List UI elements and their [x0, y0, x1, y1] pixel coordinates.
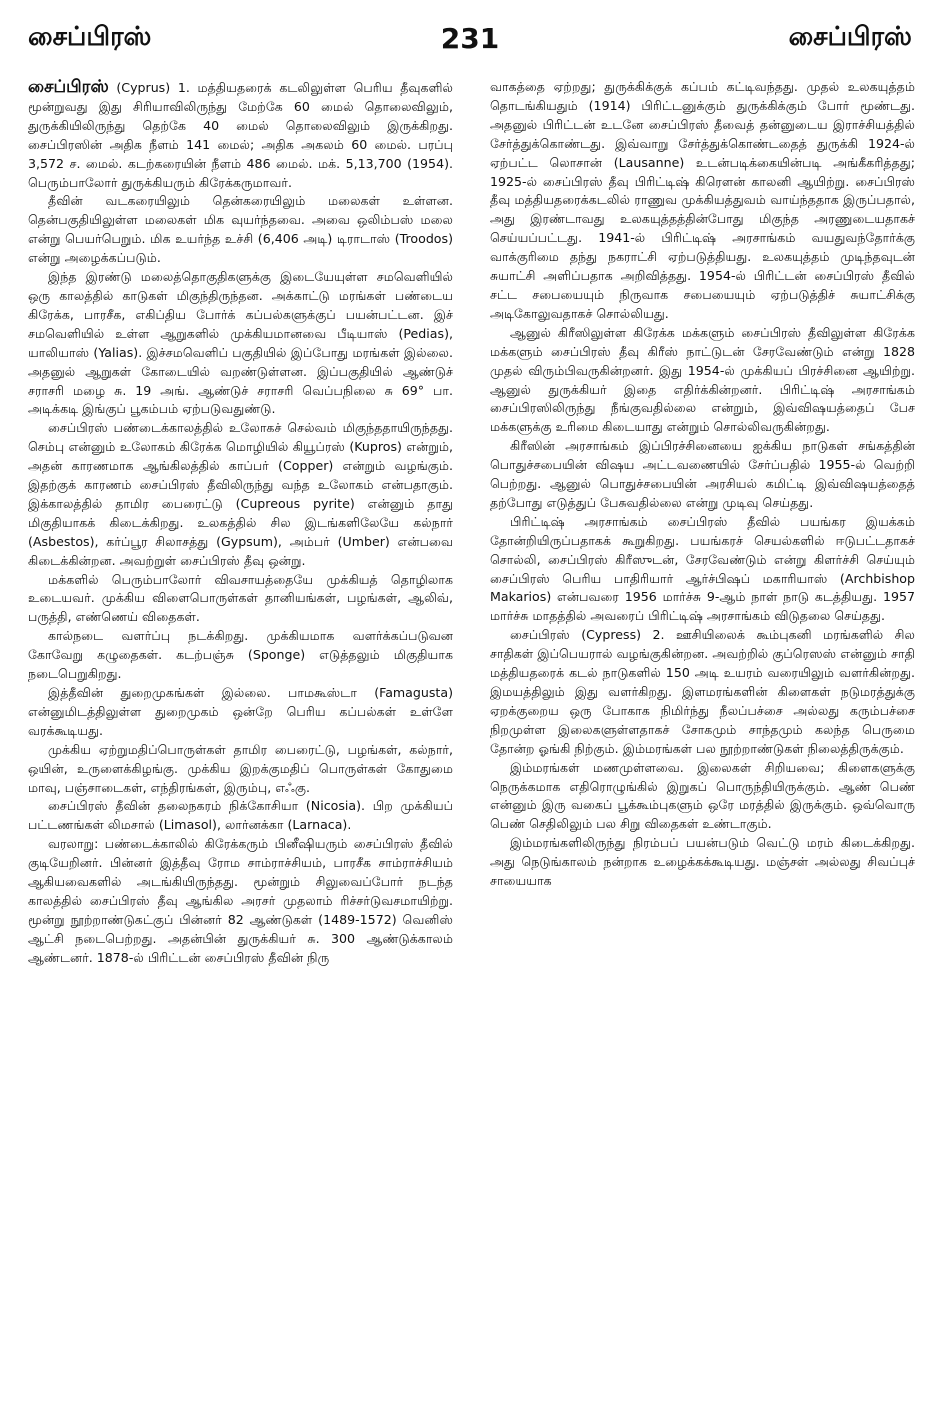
running-head-right: சைப்பிரஸ்	[788, 22, 912, 52]
paragraph: சைப்பிரஸ் தீவின் தலைநகரம் நிக்கோசியா (Nicosia). பிற முக்கியப் பட்டணங்கள் லிமசால் (Limasol), லார்னக்கா (Larnaca).	[28, 798, 453, 833]
paragraph: ஆனுல் கிரீஸிலுள்ள கிரேக்க மக்களும் சைப்பிரஸ் தீவிலுள்ள கிரேக்க மக்களும் சைப்பிரஸ் தீவு கிரீஸ் நாட்டுடன் சேரவேண்டும் என்று 1828 முதல் விரும்பிவருகின்றனர். இது 1954-ல் முக்கியப் பிரச்சினை ஆயிற்று. ஆனுல் துருக்கியர் இதை எதிர்க்கின்றனர். பிரிட்டிஷ் அரசாங்கம் சைப்பிரஸிலிருந்து நீங்குவதில்லை என்றும், இவ்விஷயத்தைப் பேச மக்களுக்கு உரிமை கிடையாது என்றும் சொல்லிவருகின்றது.	[490, 324, 915, 435]
paragraph: தீவின் வடகரையிலும் தென்கரையிலும் மலைகள் உள்ளன. தென்பகுதியிலுள்ள மலைகள் மிக வுயர்ந்தவை. அவை ஒலிம்பஸ் மலை என்று பெயர்பெறும். மிக உயர்ந்த உச்சி (6,406 அடி) டிராடாஸ் (Troodos) என்று அழைக்கப்படும்.	[28, 193, 453, 266]
left-column	[28, 78, 453, 968]
entry-headword: சைப்பிரஸ்	[28, 77, 109, 97]
paragraph: இம்மரங்கள் மணமுள்ளவை. இலைகள் சிறியவை; கிளைகளுக்கு நெருக்கமாக எதிரொழுங்கில் இறுகப் பொருந்தியிருக்கும். ஆண் பெண் என்னும் இரு வகைப் பூக்கூம்புகளும் ஒரே மரத்தில் இருக்கும். ஒவ்வொரு பெண் செதிலிலும் பல சிறு விதைகள் உண்டாகும்.	[490, 759, 915, 832]
paragraph: வரலாறு: பண்டைக்காலில் கிரேக்கரும் பினீஷியரும் சைப்பிரஸ் தீவில் குடியேறினர். பின்னர் இத்தீவு ரோம சாம்ராச்சியம், பாரசீக சாம்ராச்சியம் ஆகியவைகளில் அடங்கியிருந்தது. மூன்றும் சிலுவைப்போர் நடந்த காலத்தில் சைப்பிரஸ் தீவு ஆங்கில அரசர் முதலாம் ரிச்சர்டுவசமாயிற்று. மூன்று நூற்றாண்டுகட்குப் பின்னர் 82 ஆண்டுகள் (1489-1572) வெனிஸ் ஆட்சி நடைபெற்றது. அதன்பின் துருக்கியர் சு. 300 ஆண்டுக்காலம் ஆண்டனர். 1878-ல் பிரிட்டன் சைப்பிரஸ் தீவின் நிரு	[28, 836, 453, 965]
paragraph: முக்கிய ஏற்றுமதிப்பொருள்கள் தாமிர பைரைட்டு, பழங்கள், கல்நார், ஒயின், உருளைக்கிழங்கு. முக்கிய இறக்குமதிப் பொருள்கள் கோதுமை மாவு, பஞ்சாடைகள், எந்திரங்கள், இரும்பு, எஃகு.	[28, 741, 453, 795]
paragraph: சைப்பிரஸ் பண்டைக்காலத்தில் உலோகச் செல்வம் மிகுந்ததாயிருந்தது. செம்பு என்னும் உலோகம் கிரேக்க மொழியில் கியூப்ரஸ் (Kupros) என்றும், அதன் காரணமாக ஆங்கிலத்தில் காப்பர் (Copper) என்றும் வழங்கும். இதற்குக் காரணம் சைப்பிரஸ் தீவிலிருந்து வந்த உலோகம் என்பதாகும். இக்காலத்தில் தாமிர பைரைட்டு (Cupreous pyrite) என்னும் தாது மிகுதியாகக் கிடைக்கிறது. உலகத்தில் சில இடங்களிலேயே கல்நார் (Asbestos), கர்ப்பூர சிலாசத்து (Gypsum), அம்பர் (Umber) என்பவை கிடைக்கின்றன. அவற்றுள் சைப்பிரஸ் தீவு ஒன்று.	[28, 420, 453, 568]
page-number: 231	[440, 22, 500, 55]
page-header	[28, 22, 912, 70]
paragraph: இம்மரங்களிலிருந்து நிரம்பப் பயன்படும் வெட்டு மரம் கிடைக்கிறது. அது நெடுங்காலம் நன்றாக உழைக்கக்கூடியது. மஞ்சள் அல்லது சிவப்புச் சாயையாக	[490, 835, 915, 889]
paragraph: வாகத்தை ஏற்றது; துருக்கிக்குக் கப்பம் கட்டிவந்தது. முதல் உலகயுத்தம் தொடங்கியதும் (1914) பிரிட்டனுக்கும் துருக்கிக்கும் போர் மூண்டது. அதனுல் பிரிட்டன் உடனே சைப்பிரஸ் தீவைத் தன்னுடைய இராச்சியத்தில் சேர்த்துக்கொண்டது. இவ்வாறு சேர்த்துக்கொண்டதைத் துருக்கி 1924-ல் ஏற்பட்ட லொசான் (Lausanne) உடன்படிக்கையின்படி அங்கீகரித்தது; 1925-ல் சைப்பிரஸ் தீவு பிரிட்டிஷ் கிரௌன் காலனி ஆயிற்று. சைப்பிரஸ் தீவு மத்தியதரைக்கடலில் ராணுவ முக்கியத்துவம் வாய்ந்ததாக இருப்பதால், அது இரண்டாவது உலகயுத்தத்தின்போது மிகுந்த அரணுடையதாகச் செய்யப்பட்டது. 1941-ல் பிரிட்டிஷ் அரசாங்கம் வயதுவந்தோர்க்கு வாக்குரிமை தந்து நகராட்சி ஏற்படுத்தியது. உலகயுத்தம் முடிந்தவுடன் சுயாட்சி அளிப்பதாக அறிவித்தது. 1954-ல் பிரிட்டன் சைப்பிரஸ் தீவில் சட்ட சபையையும் நிருவாக சபையையும் ஏற்படுத்திச் சுயாட்சிக்கு அடிகோலுவதாகச் சொல்லியது.	[490, 79, 915, 321]
paragraph-text: (Cyprus) 1. மத்தியதரைக் கடலிலுள்ள பெரிய தீவுகளில் மூன்றுவது இது சிரியாவிலிருந்து மேற்கே 60 மைல் தொலைவிலும், துருக்கியிலிருந்து தெற்கே 40 மைல் தொலைவிலும் இருக்கிறது. சைப்பிரஸின் அதிக நீளம் 141 மைல்; அதிக அகலம் 60 மைல். பரப்பு 3,572 ச. மைல். கடற்கரையின் நீளம் 486 மைல். மக். 5,13,700 (1954). பெரும்பாலோர் துருக்கியரும் கிரேக்கருமாவர்.	[28, 80, 453, 190]
paragraph: பிரிட்டிஷ் அரசாங்கம் சைப்பிரஸ் தீவில் பயங்கர இயக்கம் தோன்றியிருப்பதாகக் கூறுகிறது. பயங்கரச் செயல்களில் ஈடுபட்டதாகச் சொல்லி, சைப்பிரஸ் கிரீஸுடன், சேரவேண்டும் என்று கிளர்ச்சி செய்யும் சைப்பிரஸ் பெரிய பாதிரியார் ஆர்ச்பிஷப் மகாரியாஸ் (Archbishop Makarios) என்பவரை 1956 மார்ச்சு 9-ஆம் நாள் நாடு கடத்தியது. 1957 மார்ச்சு மாதத்தில் அவரைப் பிரிட்டிஷ் அரசாங்கம் விடுதலை செய்தது.	[490, 513, 915, 624]
paragraph: மக்களில் பெரும்பாலோர் விவசாயத்தையே முக்கியத் தொழிலாக உடையவர். முக்கிய விளைபொருள்கள் தானியங்கள், பழங்கள், ஆலிவ், பருத்தி, எண்ணெய் விதைகள்.	[28, 571, 453, 625]
running-head-left: சைப்பிரஸ்	[28, 22, 152, 52]
right-column	[490, 78, 915, 891]
paragraph: இத்தீவின் துறைமுகங்கள் இல்லை. பாமகூஸ்டா (Famagusta) என்னுமிடத்திலுள்ள துறைமுகம் ஒன்றே பெரிய கப்பல்கள் உள்ளே வரக்கூடியது.	[28, 685, 453, 738]
paragraph: சைப்பிரஸ் (Cypress) 2. ஊசியிலைக் கூம்புகனி மரங்களில் சில சாதிகள் இப்பெயரால் வழங்குகின்றன. அவற்றில் குப்ரெஸஸ் என்னும் சாதி மத்தியதரைக் கடல் நாடுகளில் 150 அடி உயரம் வரையிலும் வளர்கின்றது. இமயத்திலும் இது வளர்கிறது. இளமரங்களின் கிளைகள் நடுமரத்துக்கு ஏறக்குறைய ஒரு போகாக நிமிர்ந்து நீலப்பச்சை அல்லது கரும்பச்சை நிறமுள்ள இலைகளுள்ளதாகச் சோகமும் சாந்தமும் கலந்த பெருமை தோன்ற ஓங்கி நிற்கும். இம்மரங்கள் பல நூற்றாண்டுகள் நிலைத்திருக்கும்.	[490, 627, 915, 756]
paragraph: கால்நடை வளர்ப்பு நடக்கிறது. முக்கியமாக வளர்க்கப்படுவன கோவேறு கழுதைகள். கடற்பஞ்சு (Sponge) எடுத்தலும் மிகுதியாக நடைபெறுகிறது.	[28, 628, 453, 682]
paragraph: கிரீஸின் அரசாங்கம் இப்பிரச்சினையை ஐக்கிய நாடுகள் சங்கத்தின் பொதுச்சபையின் விஷய அட்டவணையில் சேர்ப்பதில் 1955-ல் வெற்றி பெற்றது. ஆனுல் பொதுச்சபையின் அரசியல் கமிட்டி இவ்விஷயத்தைத் தற்போது எடுத்துப் பேசுவதில்லை என்று முடிவு செய்தது.	[490, 438, 915, 510]
paragraph	[28, 78, 453, 192]
paragraph: இந்த இரண்டு மலைத்தொகுதிகளுக்கு இடையேயுள்ள சமவெளியில் ஒரு காலத்தில் காடுகள் மிகுந்திருந்தன. அக்காட்டு மரங்கள் பண்டைய கிரேக்க, பாரசீக, எகிப்திய போர்க் கப்பல்களுக்குப் பயன்பட்டன. இச் சமவெளியில் உள்ள ஆறுகளில் முக்கியமானவை பீடியாஸ் (Pedias), யாலியாஸ் (Yalias). இச்சமவெளிப் பகுதியில் இப்போது மரங்கள் இல்லை. அதனுல் ஆறுகள் கோடையில் வறண்டுள்ளன. இப்பகுதியில் ஆண்டுச் சராசரி மழை சு. 19 அங். ஆண்டுச் சராசரி வெப்பநிலை சு 69° பா. அடிக்கடி இங்குப் பூகம்பம் ஏற்படுவதுண்டு.	[28, 269, 453, 417]
